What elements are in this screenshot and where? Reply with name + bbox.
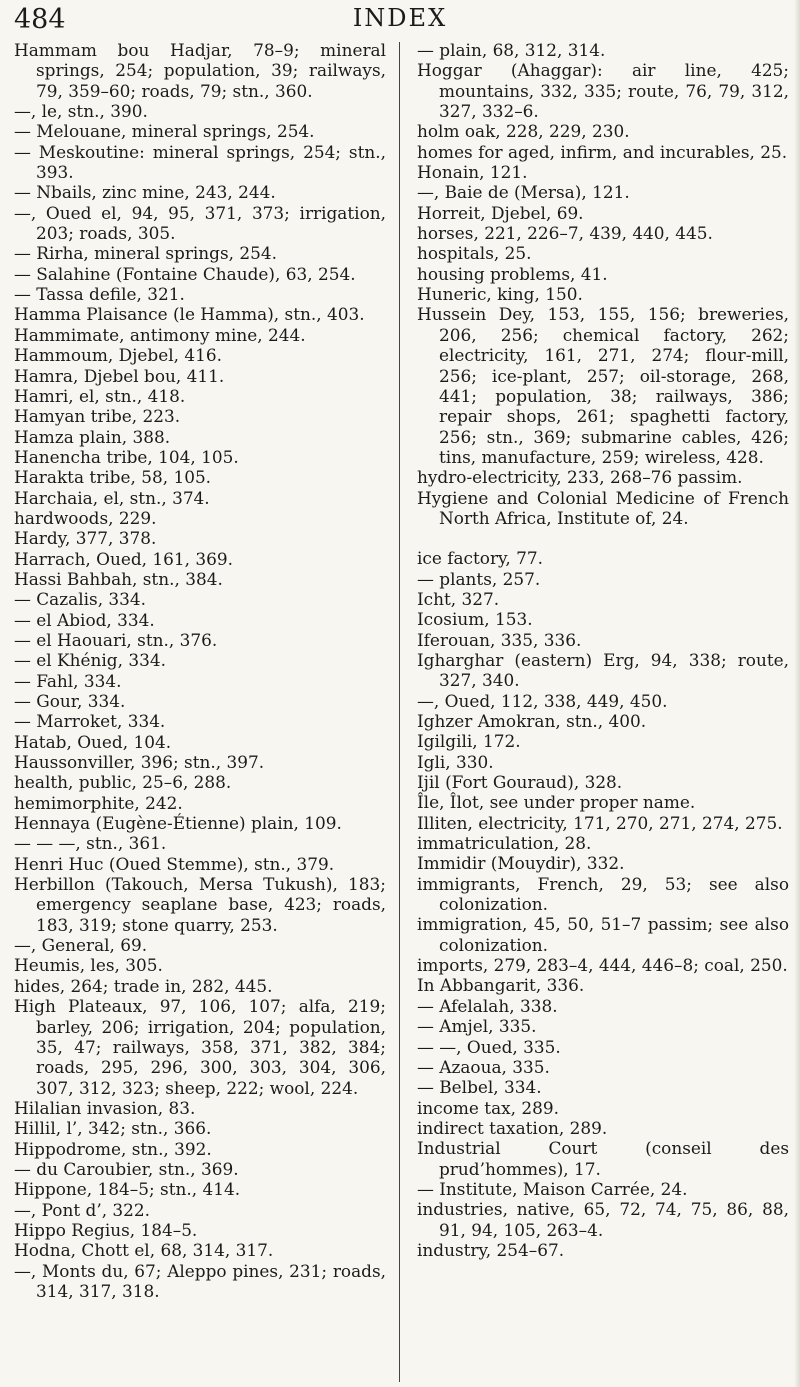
index-entry: hydro-electricity, 233, 268–76 passim. <box>417 467 743 488</box>
index-entry: Igharghar (eastern) Erg, 94, 338; route, 327, 340. <box>417 649 789 691</box>
index-entry: Hamri, el, stn., 418. <box>14 385 186 406</box>
index-entry: Hamma Plaisance (le Hamma), stn., 403. <box>14 304 365 325</box>
index-entry: hides, 264; trade in, 282, 445. <box>14 975 273 996</box>
index-entry: Hassi Bahbah, stn., 384. <box>14 568 223 589</box>
page-edge-shadow <box>794 0 800 1387</box>
index-entry: — Cazalis, 334. <box>14 589 147 610</box>
index-entry: hardwoods, 229. <box>14 507 157 528</box>
index-entry: Industrial Court (conseil des prud’hommes), 17. <box>417 1138 789 1179</box>
index-entry: — Salahine (Fontaine Chaude), 63, 254. <box>14 263 356 284</box>
index-entry: — Institute, Maison Carrée, 24. <box>417 1178 688 1199</box>
index-entry: Harchaia, el, stn., 374. <box>14 487 210 508</box>
index-entry: industry, 254–67. <box>417 1239 565 1260</box>
index-entry: Hanencha tribe, 104, 105. <box>14 446 239 467</box>
index-entry: Hillil, l’, 342; stn., 366. <box>14 1118 212 1139</box>
index-column-right <box>417 40 789 1260</box>
index-entry: —, General, 69. <box>14 935 148 956</box>
index-entry: hospitals, 25. <box>417 243 532 264</box>
index-entry: Hammoum, Djebel, 416. <box>14 345 222 366</box>
index-entry: industries, native, 65, 72, 74, 75, 86, 88, 91, 94, 105, 263–4. <box>417 1199 789 1240</box>
index-entry: — el Khénig, 334. <box>14 650 166 671</box>
index-entry: Île, Îlot, see under proper name. <box>417 792 696 813</box>
index-entry: Harakta tribe, 58, 105. <box>14 467 212 488</box>
index-entry: Honain, 121. <box>417 162 528 183</box>
index-entry: — Tassa defile, 321. <box>14 284 185 305</box>
letter-gap <box>417 528 789 548</box>
index-entry: health, public, 25–6, 288. <box>14 772 232 793</box>
index-entry: — Belbel, 334. <box>417 1077 542 1098</box>
index-entry: Hamyan tribe, 223. <box>14 406 181 427</box>
index-entry: Hardy, 377, 378. <box>14 528 157 549</box>
index-entry: Hammimate, antimony mine, 244. <box>14 324 306 345</box>
index-entry: Immidir (Mouydir), 332. <box>417 853 625 874</box>
index-entry: — — —, stn., 361. <box>14 833 167 854</box>
index-entry: immigrants, French, 29, 53; see also colonization. <box>417 873 789 915</box>
index-column-left <box>14 40 386 1301</box>
index-entry: Haussonviller, 396; stn., 397. <box>14 752 265 773</box>
page-number: 484 <box>14 4 66 35</box>
index-entry: —, Pont d’, 322. <box>14 1199 151 1220</box>
index-entry: — Nbails, zinc mine, 243, 244. <box>14 182 276 203</box>
index-entry: Herbillon (Takouch, Mersa Tukush), 183; emergency seaplane base, 423; roads, 183, 319; stone quarry, 253. <box>14 874 386 935</box>
index-entry: Hippone, 184–5; stn., 414. <box>14 1179 241 1200</box>
index-entry: immatriculation, 28. <box>417 833 592 854</box>
index-entry: Igli, 330. <box>417 751 494 772</box>
index-entry: — Amjel, 335. <box>417 1016 537 1037</box>
index-entry: imports, 279, 283–4, 444, 446–8; coal, 250. <box>417 955 788 976</box>
index-entry: Hygiene and Colonial Medicine of French North Africa, Institute of, 24. <box>417 487 789 528</box>
index-entry: — Fahl, 334. <box>14 670 122 691</box>
index-entry: Icht, 327. <box>417 588 500 609</box>
index-entry: Horreit, Djebel, 69. <box>417 202 584 223</box>
page-header <box>14 4 786 38</box>
index-entry: — du Caroubier, stn., 369. <box>14 1158 239 1179</box>
index-entry: Hatab, Oued, 104. <box>14 731 172 752</box>
index-entry: Hoggar (Ahaggar): air line, 425; mountains, 332, 335; route, 76, 79, 312, 327, 332–6. <box>417 60 789 122</box>
index-entry: — Melouane, mineral springs, 254. <box>14 121 315 142</box>
index-entry: Hammam bou Hadjar, 78–9; mineral springs, 254; population, 39; railways, 79, 359–60; roads, 79; stn., 360. <box>14 40 386 101</box>
index-entry: indirect taxation, 289. <box>417 1117 608 1138</box>
index-entry: ice factory, 77. <box>417 548 543 569</box>
index-entry: immigration, 45, 50, 51–7 passim; see also colonization. <box>417 914 789 955</box>
index-entry: —, Baie de (Mersa), 121. <box>417 182 630 203</box>
index-entry: Igilgili, 172. <box>417 731 521 752</box>
index-entry: Harrach, Oued, 161, 369. <box>14 548 233 569</box>
index-entry: — plants, 257. <box>417 568 541 589</box>
index-entry: Huneric, king, 150. <box>417 284 583 305</box>
index-entry: Iferouan, 335, 336. <box>417 629 582 650</box>
index-entry: — Azaoua, 335. <box>417 1056 550 1077</box>
index-entry: Hennaya (Eugène-Étienne) plain, 109. <box>14 813 342 834</box>
index-entry: — Marroket, 334. <box>14 711 166 732</box>
index-entry: income tax, 289. <box>417 1097 560 1118</box>
index-entry: —, Monts du, 67; Aleppo pines, 231; roads, 314, 317, 318. <box>14 1260 386 1301</box>
index-entry: Hodna, Chott el, 68, 314, 317. <box>14 1240 274 1261</box>
index-entry: Hamza plain, 388. <box>14 426 171 447</box>
index-entry: — Meskoutine: mineral springs, 254; stn., 393. <box>14 141 386 183</box>
index-entry: In Abbangarit, 336. <box>417 975 585 996</box>
index-entry: — Gour, 334. <box>14 691 126 711</box>
index-entry: Icosium, 153. <box>417 609 533 630</box>
index-entry: Heumis, les, 305. <box>14 955 163 976</box>
index-entry: —, le, stn., 390. <box>14 101 148 122</box>
running-title: INDEX <box>352 4 448 32</box>
index-entry: homes for aged, infirm, and incurables, 25. <box>417 141 788 162</box>
index-entry: holm oak, 228, 229, 230. <box>417 121 630 142</box>
index-entry: Hussein Dey, 153, 155, 156; breweries, 206, 256; chemical factory, 262; electricity, 161, 271, 274; flour-mill, 256; ice-plant, 257; oil-storage, 268, 441; population, 38; railways, 386; repair shops, 261; spaghetti factory, 256; stn., 369; submarine cables, 426; tins, manufacture, 259; wireless, 428. <box>417 304 789 467</box>
index-entry: — —, Oued, 335. <box>417 1036 561 1057</box>
index-entry: Henri Huc (Oued Stemme), stn., 379. <box>14 853 335 874</box>
index-entry: — Rirha, mineral springs, 254. <box>14 243 278 264</box>
index-entry: Hippodrome, stn., 392. <box>14 1138 212 1159</box>
index-entry: —, Oued el, 94, 95, 371, 373; irrigation, 203; roads, 305. <box>14 202 386 244</box>
index-entry: horses, 221, 226–7, 439, 440, 445. <box>417 223 713 244</box>
index-entry: — el Abiod, 334. <box>14 609 155 630</box>
index-entry: Ighzer Amokran, stn., 400. <box>417 711 647 731</box>
index-entry: — plain, 68, 312, 314. <box>417 40 606 60</box>
index-entry: — Afelalah, 338. <box>417 995 558 1016</box>
index-entry: High Plateaux, 97, 106, 107; alfa, 219; barley, 206; irrigation, 204; population, 35, 47; railways, 358, 371, 382, 384; roads, 295, 296, 300, 303, 304, 306, 307, 312, 323; sheep, 222; wool, 224. <box>14 996 386 1098</box>
index-entry: Hilalian invasion, 83. <box>14 1097 196 1118</box>
index-entry: —, Oued, 112, 338, 449, 450. <box>417 690 668 711</box>
index-entry: — el Haouari, stn., 376. <box>14 629 218 650</box>
index-entry: housing problems, 41. <box>417 263 608 284</box>
index-entry: Ijil (Fort Gouraud), 328. <box>417 772 623 793</box>
index-entry: Illiten, electricity, 171, 270, 271, 274, 275. <box>417 812 783 833</box>
column-divider <box>399 42 400 1382</box>
index-entry: Hamra, Djebel bou, 411. <box>14 365 225 386</box>
index-entry: hemimorphite, 242. <box>14 792 183 813</box>
index-entry: Hippo Regius, 184–5. <box>14 1219 198 1240</box>
